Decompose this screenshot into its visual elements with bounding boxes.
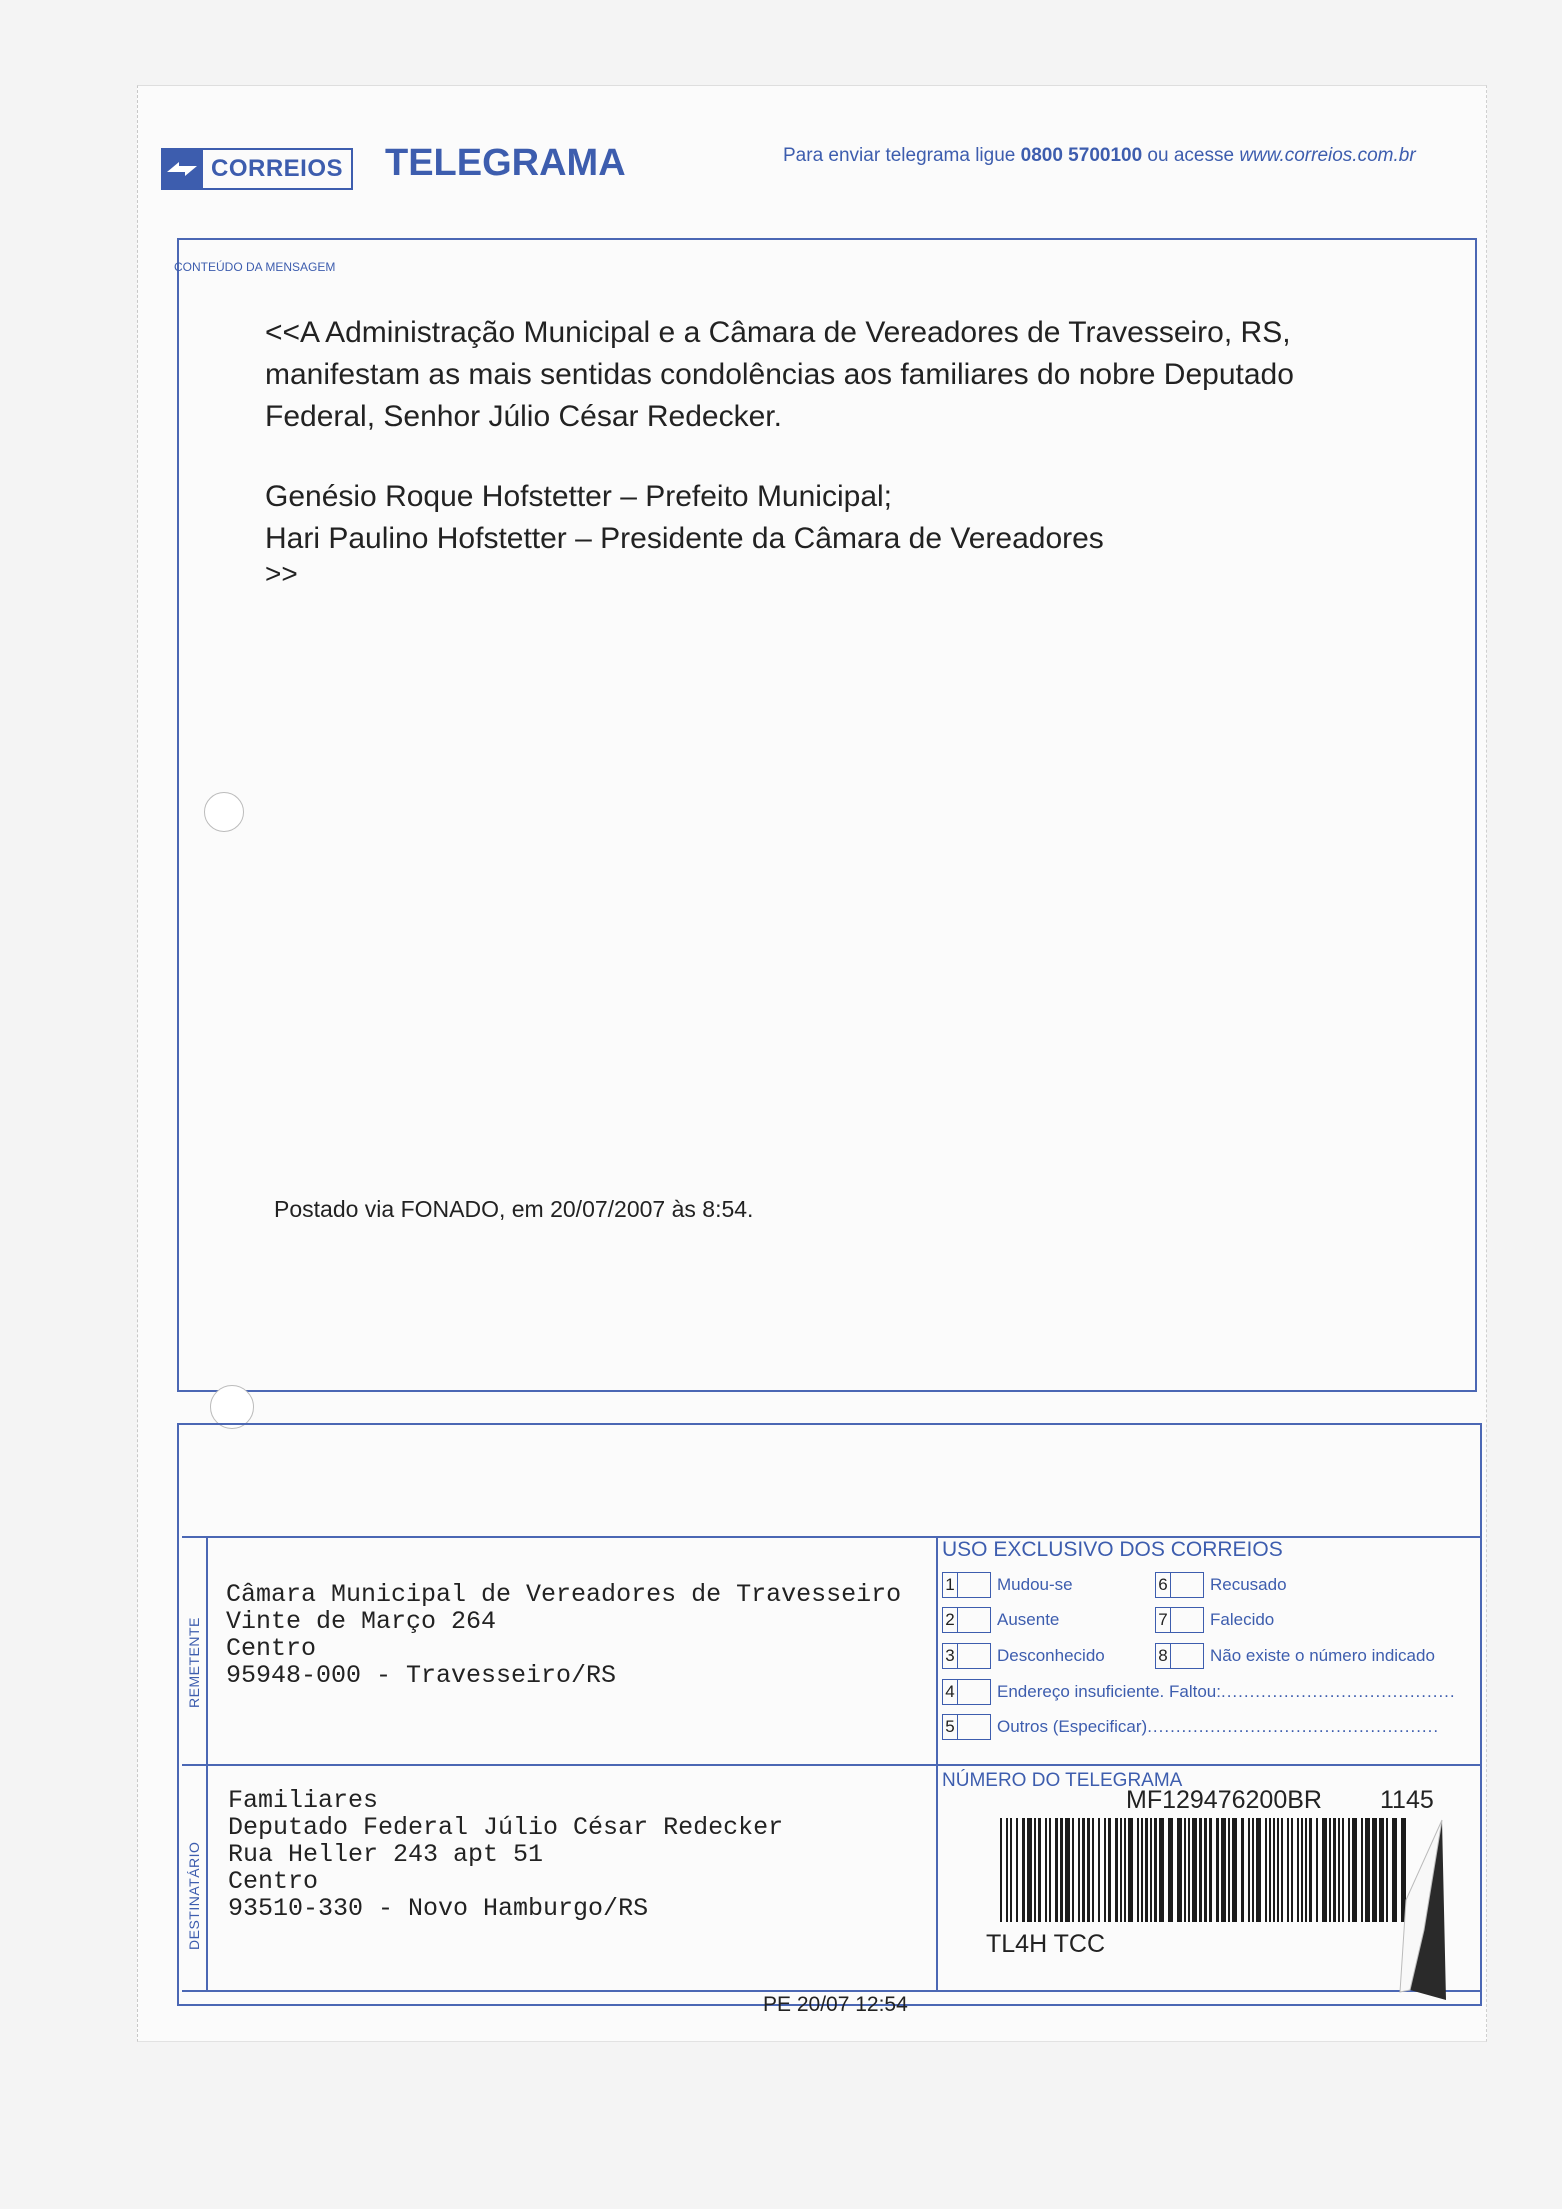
signature-line: Hari Paulino Hofstetter – Presidente da Câmara de Vereadores [265,522,1104,555]
posted-info: Postado via FONADO, em 20/07/2007 às 8:54. [274,1196,754,1222]
contact-phone: 0800 5700100 [1020,145,1143,166]
recipient-label: DESTINATÁRIO [186,1841,202,1950]
barcode-bar [1287,1818,1289,1922]
post-office-use-title: USO EXCLUSIVO DOS CORREIOS [942,1538,1283,1561]
barcode-bar [1124,1818,1126,1922]
barcode-bar [1108,1818,1111,1922]
option-checkbox[interactable] [958,1679,991,1705]
barcode-bar [1016,1818,1018,1922]
barcode-bar [1128,1818,1133,1922]
sender-line: Centro [226,1634,317,1663]
barcode-bar [1038,1818,1041,1922]
fill-in-dots: ................................................... [1147,1717,1440,1736]
operator-code: TL4H TCC [986,1930,1106,1958]
barcode-bar [1150,1818,1152,1922]
barcode-bar [1204,1818,1207,1922]
barcode-bar [1082,1818,1085,1922]
barcode-bar [1322,1818,1327,1922]
option-checkbox[interactable] [958,1714,991,1740]
barcode-bar [1168,1818,1173,1922]
barcode-bar [1361,1818,1363,1922]
barcode-bar [1301,1818,1303,1922]
brand-name: CORREIOS [203,148,353,190]
option-checkbox[interactable] [958,1607,991,1633]
message-closing: >> [265,558,298,589]
barcode-bar [1309,1818,1312,1922]
barcode-bar [1277,1818,1279,1922]
barcode-bar [1184,1818,1186,1922]
barcode-bar [1372,1818,1377,1922]
barcode-bar [1120,1818,1122,1922]
recipient-line: 93510-330 - Novo Hamburgo/RS [228,1894,649,1923]
barcode-bar [1049,1818,1051,1922]
barcode-bar [1104,1818,1106,1922]
post-office-column-divider [936,1536,938,1991]
barcode-bar [1027,1818,1032,1922]
sender-line: Vinte de Março 264 [226,1607,497,1636]
barcode-bar [1034,1818,1036,1922]
barcode-bar [1199,1818,1202,1922]
barcode-bar [1006,1818,1008,1922]
barcode [1000,1818,1420,1922]
barcode-bar [1241,1818,1244,1922]
correios-logo [161,148,353,190]
barcode-bar [1269,1818,1271,1922]
recipient-address [228,1787,783,1922]
barcode-bar [1265,1818,1267,1922]
address-divider-top [182,1536,1482,1538]
message-signatures [265,476,1104,560]
barcode-bar [1159,1818,1164,1922]
torn-corner [1380,1780,1450,2000]
barcode-bar [1365,1818,1370,1922]
barcode-bar [1092,1818,1094,1922]
message-line: manifestam as mais sentidas condolências aos familiares do nobre Deputado [265,358,1294,391]
sender-line: 95948-000 - Travesseiro/RS [226,1661,617,1690]
barcode-bar [1115,1818,1118,1922]
barcode-bar [1291,1818,1293,1922]
telegram-number-title: NÚMERO DO TELEGRAMA [942,1770,1183,1791]
punch-hole [204,792,244,832]
barcode-bar [1145,1818,1148,1922]
barcode-bar [1078,1818,1080,1922]
barcode-bar [1316,1818,1318,1922]
option-checkbox[interactable] [1171,1607,1204,1633]
barcode-bar [1329,1818,1331,1922]
barcode-bar [1098,1818,1100,1922]
barcode-bar [1273,1818,1275,1922]
contact-website: www.correios.com.br [1239,145,1416,166]
barcode-bar [1348,1818,1350,1922]
recipient-line: Rua Heller 243 apt 51 [228,1840,544,1869]
barcode-bar [1338,1818,1340,1922]
barcode-bar [1342,1818,1344,1922]
contact-middle: ou acesse [1142,145,1240,166]
barcode-bar [1177,1818,1182,1922]
barcode-bar [1252,1818,1254,1922]
barcode-bar [1010,1818,1012,1922]
barcode-bar [1281,1818,1283,1922]
option-checkbox[interactable] [958,1643,991,1669]
return-option[interactable]: 3 Desconhecido [942,1643,1105,1669]
barcode-bar [1352,1818,1357,1922]
message-line: <<A Administração Municipal e a Câmara de Vereadores de Travesseiro, RS, [265,316,1291,349]
barcode-bar [1192,1818,1197,1922]
option-checkbox[interactable] [1171,1643,1204,1669]
barcode-bar [1065,1818,1070,1922]
telegram-number-extra: 1145 [1380,1786,1434,1814]
recipient-line: Centro [228,1867,319,1896]
message-line: Federal, Senhor Júlio César Redecker. [265,400,782,433]
barcode-bar [1060,1818,1063,1922]
barcode-bar [1305,1818,1307,1922]
address-divider-bottom [182,1990,1482,1992]
barcode-bar [1141,1818,1143,1922]
barcode-bar [1216,1818,1219,1922]
barcode-bar [1256,1818,1261,1922]
barcode-bar [1297,1818,1299,1922]
return-option[interactable]: 6 Recusado [1155,1572,1287,1598]
sender-address [226,1581,901,1689]
message-section-label: CONTEÚDO DA MENSAGEM [174,260,336,274]
barcode-bar [1087,1818,1090,1922]
barcode-bar [1137,1818,1139,1922]
barcode-bar [1072,1818,1074,1922]
return-option[interactable]: 5 Outros (Especificar) ................................................... [942,1714,1439,1740]
signature-line: Genésio Roque Hofstetter – Prefeito Municipal; [265,480,892,513]
barcode-bar [1000,1818,1002,1922]
contact-prefix: Para enviar telegrama ligue [783,145,1021,166]
correios-arrows-icon [161,148,203,190]
delivery-stamp: PE 20/07 12:54 [763,1993,908,2016]
barcode-bar [1232,1818,1237,1922]
label-column-divider [206,1536,208,1991]
return-option[interactable]: 8 Não existe o número indicado [1155,1643,1435,1669]
return-option[interactable]: 7 Falecido [1155,1607,1274,1633]
barcode-bar [1188,1818,1190,1922]
barcode-bar [1154,1818,1157,1922]
barcode-bar [1045,1818,1047,1922]
barcode-bar [1022,1818,1025,1922]
barcode-bar [1248,1818,1250,1922]
barcode-bar [1333,1818,1336,1922]
recipient-line: Familiares [228,1786,379,1815]
sender-line: Câmara Municipal de Vereadores de Travesseiro [226,1580,902,1609]
barcode-bar [1209,1818,1212,1922]
option-checkbox[interactable] [958,1572,991,1598]
barcode-bar [1228,1818,1230,1922]
return-option[interactable]: 1 Mudou-se [942,1572,1073,1598]
fill-in-dots: ......................................... [1220,1682,1456,1701]
header-contact-info [783,145,1416,167]
message-body [265,312,1294,438]
telegram-number-code: MF129476200BR [1126,1786,1322,1814]
address-divider-middle [182,1764,1482,1766]
option-checkbox[interactable] [1171,1572,1204,1598]
sender-label: REMETENTE [186,1617,202,1708]
barcode-bar [1055,1818,1058,1922]
return-option[interactable]: 2 Ausente [942,1607,1059,1633]
return-option[interactable]: 4 Endereço insuficiente. Faltou: ......................................... [942,1679,1456,1705]
barcode-bar [1221,1818,1226,1922]
document-title: TELEGRAMA [385,142,626,184]
recipient-line: Deputado Federal Júlio César Redecker [228,1813,784,1842]
